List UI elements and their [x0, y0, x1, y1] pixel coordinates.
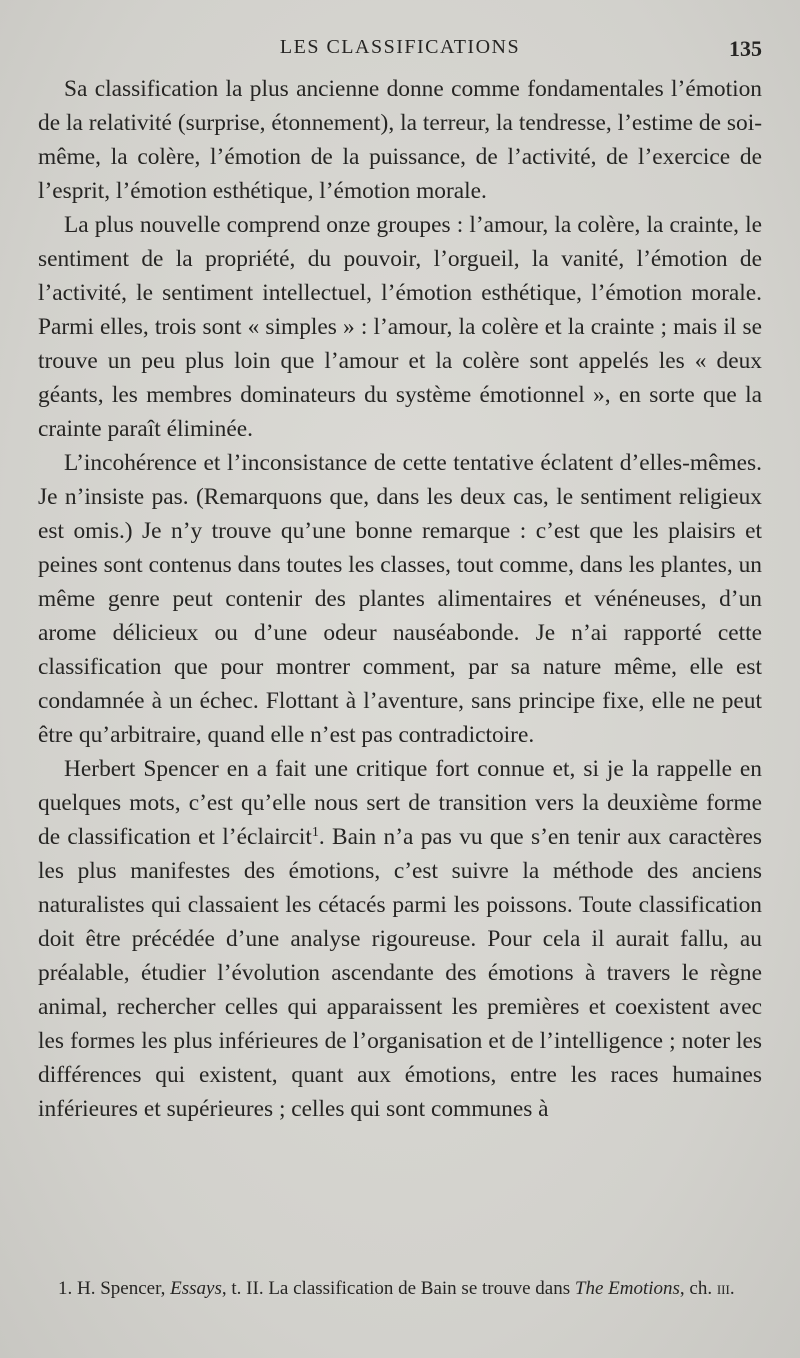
paragraph-2: La plus nouvelle comprend onze groupes : l’amour, la colère, la crainte, le sentiment de la propriété, du pouvoir, l’orgueil, la vanité, l’émotion de l’activité, le sentiment intellectuel, l’émotion esthétique, l’émotion morale. Parmi elles, trois sont « simples » : l’amour, la colère et la crainte ; mais il se trouve un peu plus loin que l’amour et la colère sont appelés les « deux géants, les membres dominateurs du système émotionnel », en sorte que la crainte paraît éliminée. — [38, 212, 762, 442]
running-head — [38, 36, 762, 62]
footnotes — [38, 1277, 762, 1301]
page-number: 135 — [729, 36, 762, 61]
footnote-author: H. Spencer, — [77, 1278, 166, 1299]
footnote-number: 1. — [58, 1278, 73, 1299]
footnote-book-title: The Emotions — [574, 1278, 680, 1299]
running-title: LES CLASSIFICATIONS — [279, 36, 521, 58]
body-text — [38, 72, 762, 1126]
paragraph-1: Sa classification la plus ancienne donne comme fondamentales l’émotion de la relativité (surprise, étonnement), la terreur, la tendresse, l’estime de soi-même, la colère, l’émotion de la puissance, de l’activité, de l’exercice de l’esprit, l’émotion esthétique, l’émotion morale. — [38, 76, 762, 204]
paragraph-3: L’incohérence et l’inconsistance de cette tentative éclatent d’elles-mêmes. Je n’insiste pas. (Remarquons que, dans les deux cas, le sentiment religieux est omis.) Je n’y trouve qu’une bonne remarque : c’est que les plaisirs et peines sont contenus dans toutes les classes, tout comme, dans les plantes, un même genre peut contenir des plantes alimentaires et vénéneuses, d’un arome délicieux ou d’une odeur nauséabonde. Je n’ai rapporté cette classification que pour montrer comment, par sa nature même, elle est condamnée à un échec. Flottant à l’aventure, sans principe fixe, elle ne peut être qu’arbitraire, quand elle n’est pas contradictoire. — [38, 450, 762, 748]
paragraph-4 — [38, 752, 762, 1126]
footnote-chapter-prefix: , ch. — [679, 1278, 713, 1299]
paragraph-4-text-before-note: Herbert Spencer en a fait une critique fort connue et, si je la rappelle en quelques mots, c’est qu’elle nous sert de transition vers la deuxième forme de classification et l’éclaircit — [38, 756, 762, 850]
footnote-1 — [38, 1277, 762, 1301]
footnote-end: . — [729, 1278, 735, 1299]
footnote-reference: 1 — [311, 825, 319, 840]
footnote-work-title: Essays — [170, 1278, 222, 1299]
paragraph-4-text-after-note: . Bain n’a pas vu que s’en tenir aux caractères les plus manifestes des émotions, c’est suivre la méthode des anciens naturalistes qui classaient les cétacés parmi les poissons. Toute classification doit être précédée d’une analyse rigoureuse. Pour cela il aurait fallu, au préalable, étudier l’évolution ascendante des émotions à travers le règne animal, rechercher celles qui apparaissent les premières et coexistent avec les formes les plus inférieures de l’organisation et de l’intelligence ; noter les différences qui existent, quant aux émotions, entre les races humaines inférieures et supérieures ; celles qui sont communes à — [38, 824, 762, 1122]
footnote-text: , t. II. La classification de Bain se trouve dans — [221, 1278, 571, 1299]
footnote-chapter: iii — [716, 1278, 730, 1299]
